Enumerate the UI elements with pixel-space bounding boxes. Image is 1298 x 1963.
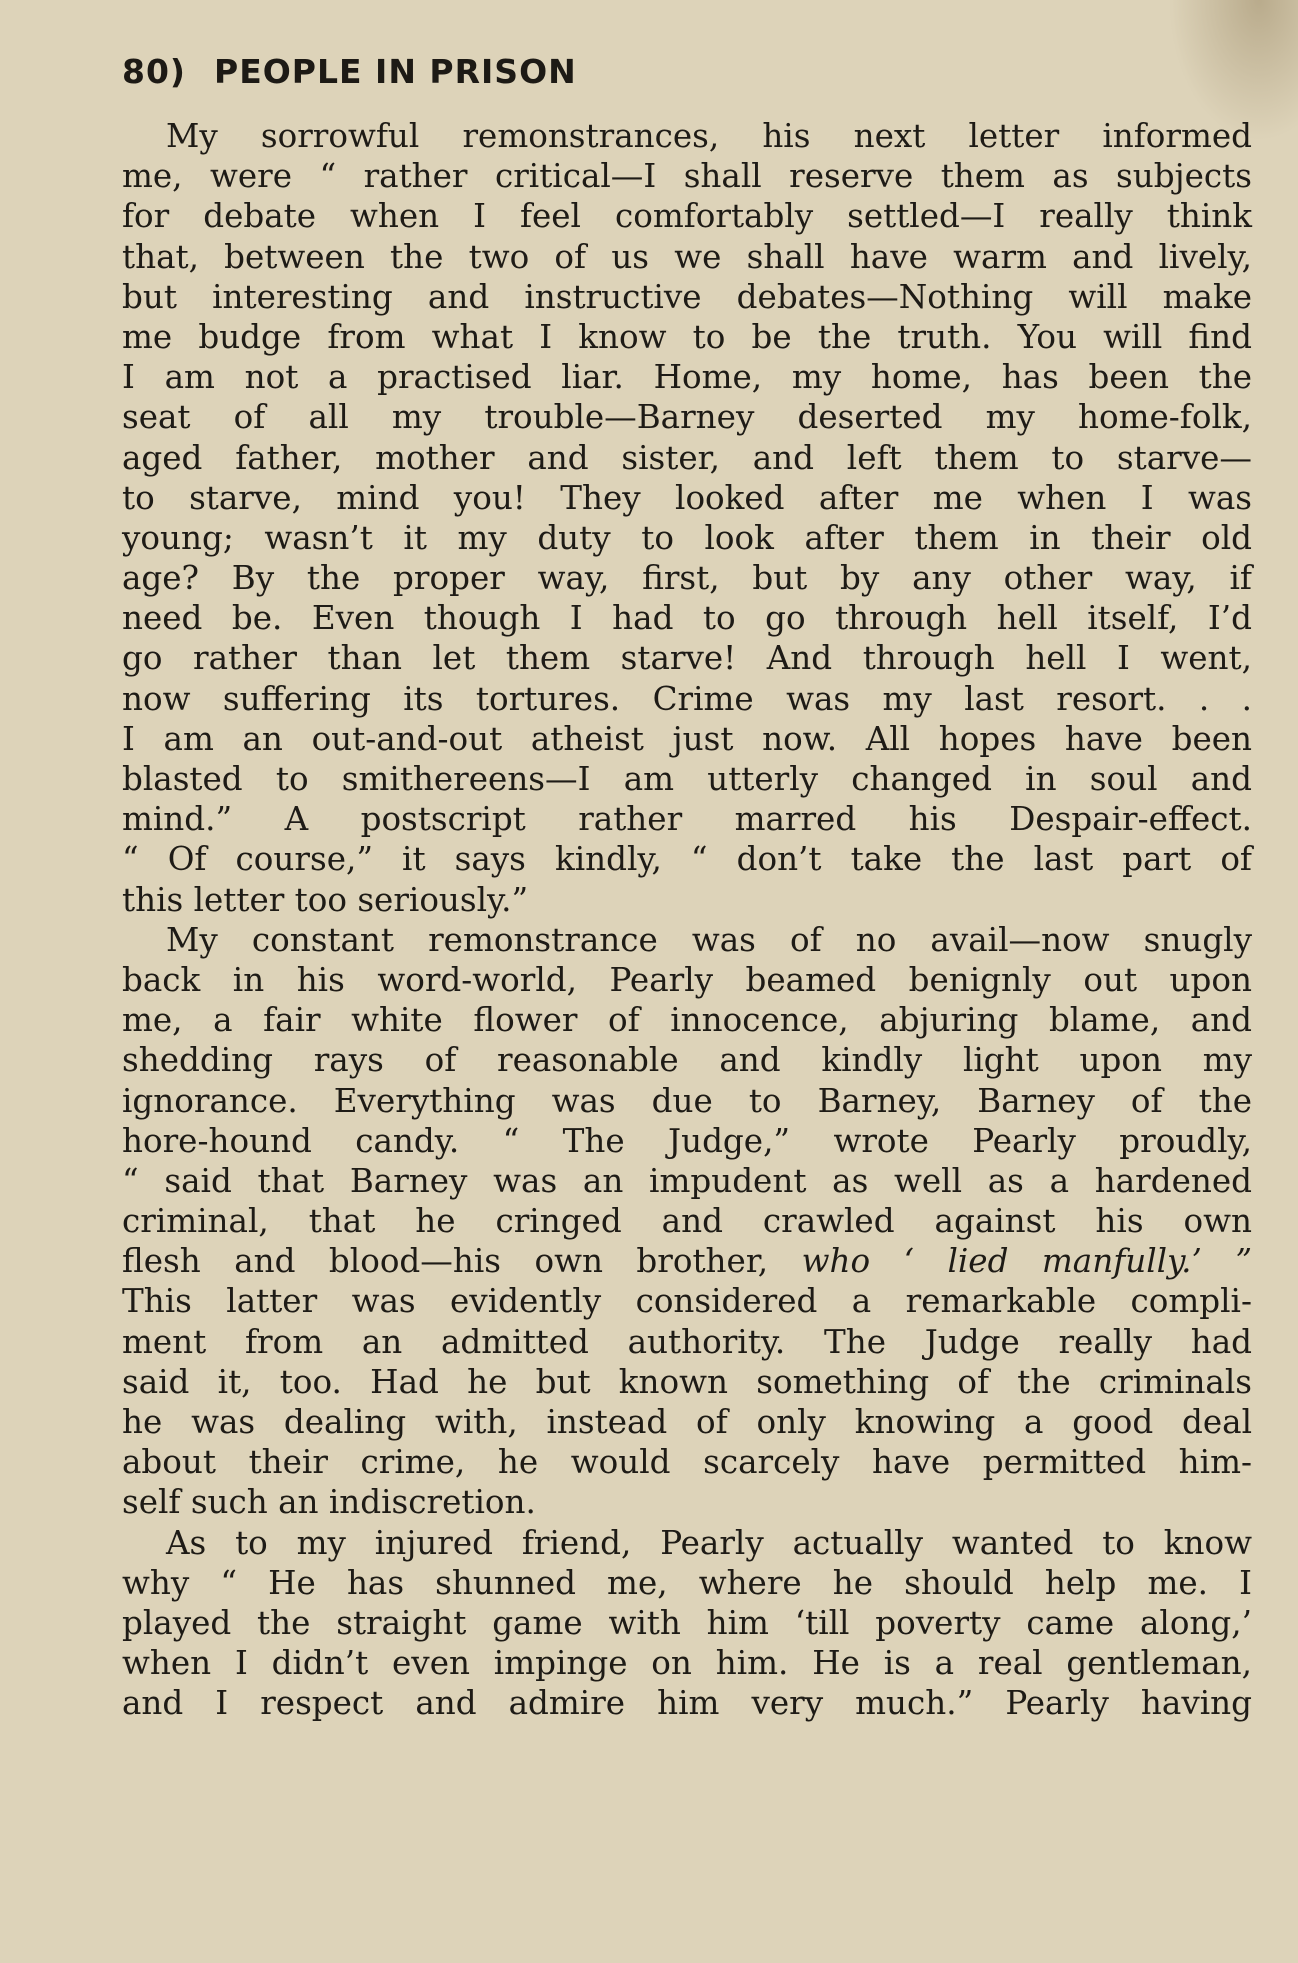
running-head (122, 50, 1252, 94)
text-line: about their crime, he would scarcely have permitted him- (122, 1443, 1252, 1482)
text-line: seat of all my trouble—Barney deserted my home-folk, (122, 398, 1252, 437)
text-line: ignorance. Everything was due to Barney, Barney of the (122, 1081, 1252, 1120)
text-line: this letter too seriously.” (122, 880, 529, 919)
text-line: age? By the proper way, first, but by any other way, if (122, 559, 1252, 598)
text-line: mind.” A postscript rather marred his Despair-effect. (122, 800, 1252, 839)
text-line: said it, too. Had he but known something of the criminals (122, 1362, 1252, 1401)
running-title: PEOPLE IN PRISON (214, 52, 577, 91)
paragraph-3 (122, 1523, 1252, 1724)
text-line: self such an indiscretion. (122, 1483, 536, 1522)
italic-quote: who ‘ lied manfully.’ ” (801, 1242, 1252, 1281)
text-line: to starve, mind you! They looked after me when I was (122, 478, 1252, 517)
text-line: back in his word-world, Pearly beamed benignly out upon (122, 960, 1252, 999)
paragraph-2 (122, 920, 1252, 1523)
text-line: I am not a practised liar. Home, my home, has been the (122, 358, 1252, 397)
text-line: but interesting and instructive debates—Nothing will make (122, 277, 1252, 316)
text-line: young; wasn’t it my duty to look after them in their old (122, 518, 1252, 557)
book-page (122, 50, 1252, 1724)
text-line: need be. Even though I had to go through hell itself, I’d (122, 599, 1252, 638)
text-line: why “ He has shunned me, where he should help me. I (122, 1563, 1252, 1602)
text-line: and I respect and admire him very much.” Pearly having (122, 1684, 1252, 1723)
page-number: 80) (122, 52, 187, 91)
text-line: now suffering its tortures. Crime was my last resort. . . (122, 679, 1252, 718)
body-text (122, 116, 1252, 1724)
text-line: “ Of course,” it says kindly, “ don’t take the last part of (122, 840, 1252, 879)
text-line: “ said that Barney was an impudent as well as a hardened (122, 1161, 1252, 1200)
text-line: for debate when I feel comfortably settled—I really think (122, 197, 1252, 236)
text-line: me, were “ rather critical—I shall reserve them as subjects (122, 157, 1252, 196)
text-line: I am an out-and-out atheist just now. All hopes have been (122, 719, 1252, 758)
text-line: me budge from what I know to be the truth. You will find (122, 317, 1252, 356)
text-line: shedding rays of reasonable and kindly light upon my (122, 1041, 1252, 1080)
text-line: hore-hound candy. “ The Judge,” wrote Pearly proudly, (122, 1121, 1252, 1160)
text-line: My constant remonstrance was of no avail—now snugly (166, 920, 1252, 959)
text-line: My sorrowful remonstrances, his next letter informed (166, 117, 1252, 155)
text-line: criminal, that he cringed and crawled against his own (122, 1202, 1252, 1241)
text-line: me, a fair white flower of innocence, abjuring blame, and (122, 1001, 1252, 1040)
text-line: he was dealing with, instead of only knowing a good deal (122, 1403, 1252, 1441)
text-line-flesh (122, 1241, 1252, 1281)
text-line: This latter was evidently considered a remarkable compli- (122, 1282, 1252, 1321)
text-line: ment from an admitted authority. The Judge really had (122, 1322, 1252, 1361)
text-line: As to my injured friend, Pearly actually wanted to know (166, 1523, 1252, 1562)
text-line: that, between the two of us we shall have warm and lively, (122, 237, 1252, 276)
text-line: aged father, mother and sister, and left them to starve— (122, 438, 1252, 477)
text-line: played the straight game with him ‘till poverty came along,’ (122, 1603, 1252, 1642)
flesh-line-text: flesh and blood—his own brother, (122, 1242, 769, 1281)
text-line: when I didn’t even impinge on him. He is a real gentleman, (122, 1644, 1252, 1683)
text-line: blasted to smithereens—I am utterly changed in soul and (122, 760, 1252, 798)
paragraph-1 (122, 116, 1252, 920)
text-line: go rather than let them starve! And through hell I went, (122, 639, 1252, 678)
